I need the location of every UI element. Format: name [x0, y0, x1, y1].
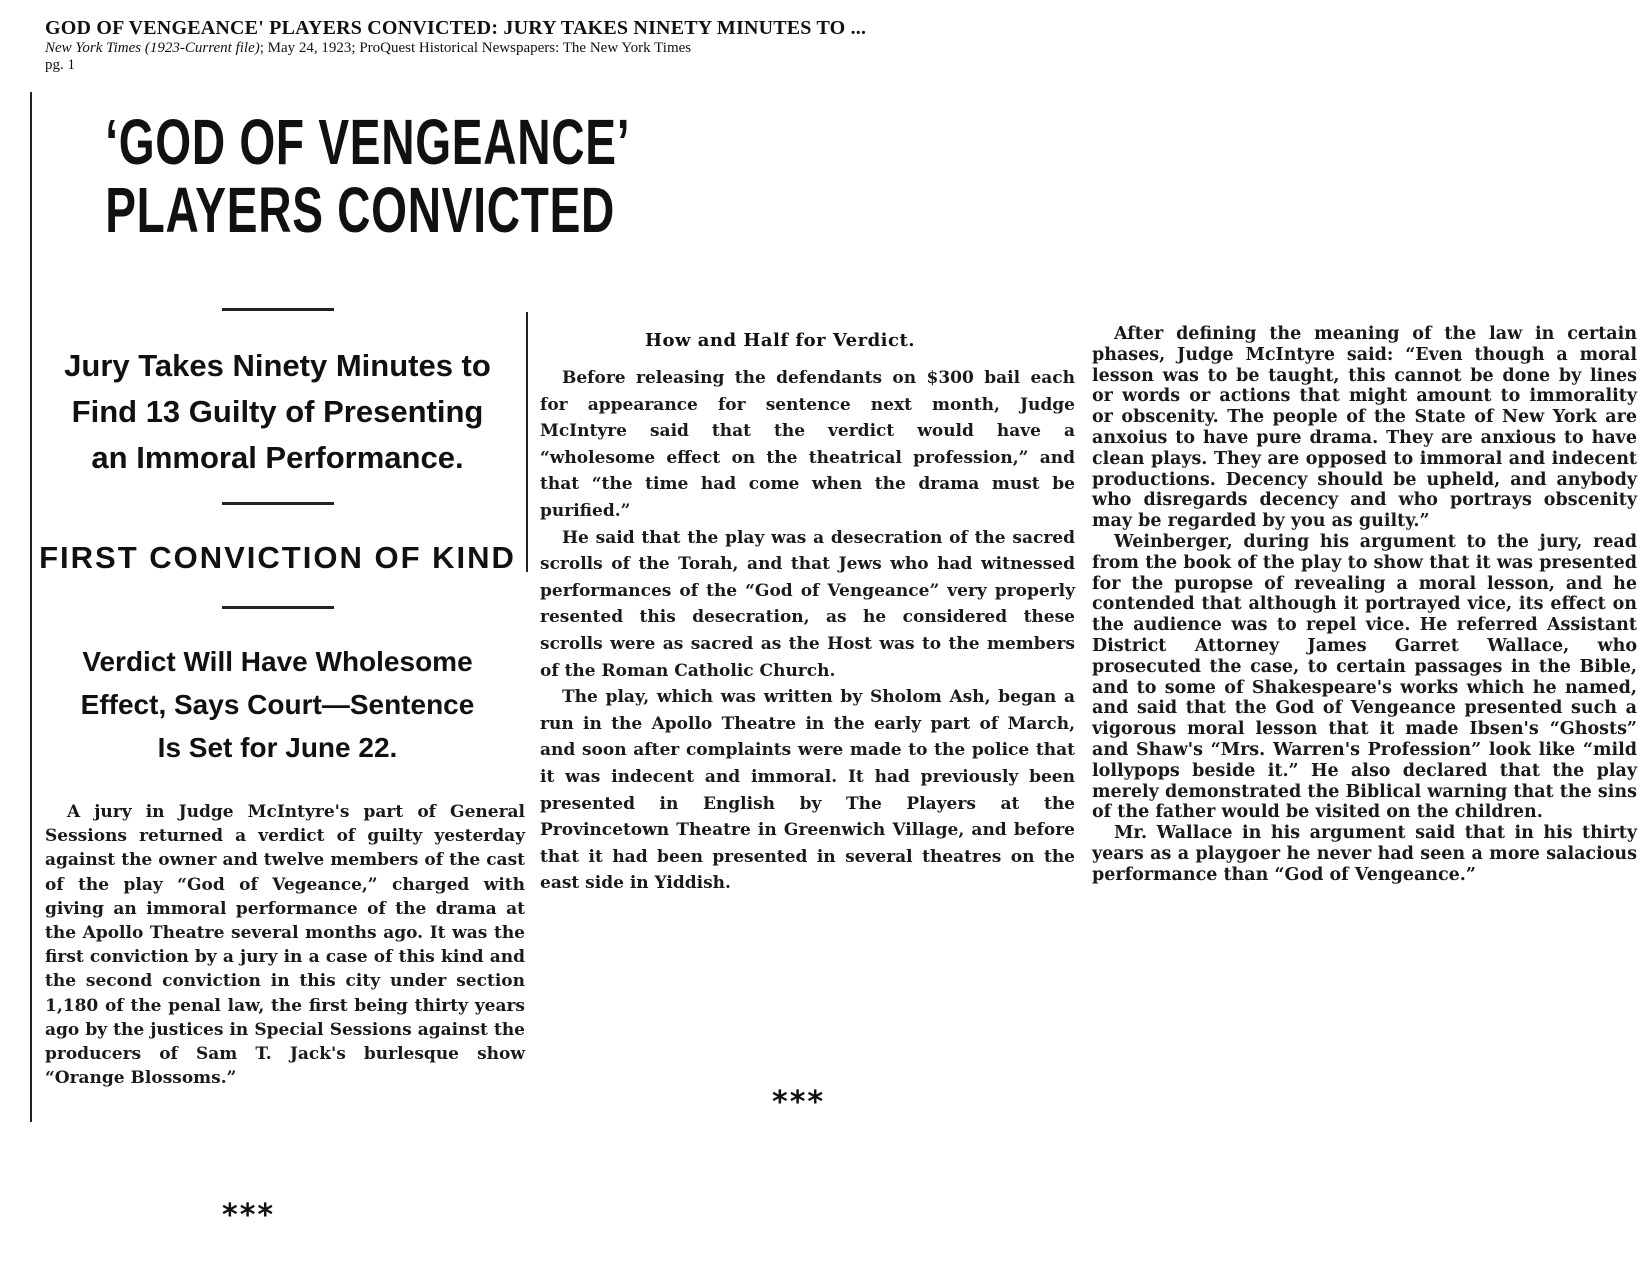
citation-publication: New York Times (1923-Current file)	[45, 40, 260, 56]
article-paragraph: Mr. Wallace in his argument said that in his thirty years as a playgoer he never had seen a more salacious performance than “God of Vengeance.”	[1092, 823, 1637, 885]
headline-line-2: PLAYERS CONVICTED	[105, 174, 616, 246]
article-column-3	[1092, 324, 1637, 886]
article-paragraph: Before releasing the defendants on $300 bail each for appearance for sentence next month, Judge McIntyre said that the verdict would have a “wholesome effect on the theatrical profession,” and that “the time had come when the drama must be purified.”	[540, 368, 1075, 521]
deck3-line: Effect, Says Court—Sentence	[80, 689, 475, 720]
deck3-line: Is Set for June 22.	[157, 732, 398, 763]
section-separator-stars: ***	[772, 1085, 826, 1120]
article-paragraph: He said that the play was a desecration of the sacred scrolls of the Torah, and that Jews who had witnessed performances of the “God of Vengeance” very properly resented this desecration, as he considered these scrolls were as sacred as the Host was to the members of the Roman Catholic Church.	[540, 527, 1075, 681]
headline-divider	[222, 308, 334, 311]
headline-line-1: ‘GOD OF VENGEANCE’	[105, 106, 631, 178]
citation-source	[45, 40, 1045, 57]
citation-page: pg. 1	[45, 57, 75, 73]
column-rule-left	[30, 92, 32, 1122]
deck-verdict-wholesome	[35, 640, 520, 769]
article-paragraph: A jury in Judge McIntyre's part of General Sessions returned a verdict of guilty yesterday against the owner and twelve members of the cast of the play “God of Vegeance,” charged with giving an immoral performance of the drama at the Apollo Theatre several months ago. It was the first conviction by a jury in a case of this kind and the second conviction in this city under section 1,180 of the penal law, the first being thirty years ago by the justices in Special Sessions against the producers of Sam T. Jack's burlesque show “Orange Blossoms.”	[45, 802, 525, 1089]
citation-header	[45, 16, 1045, 74]
deck1-line: an Immoral Performance.	[91, 440, 464, 475]
article-column-1	[45, 800, 525, 1090]
article-paragraph: Weinberger, during his argument to the jury, read from the book of the play to show that it was presented for the puropse of revealing a moral lesson, and he contended that although it portrayed vice, its effect on the audience was to repel vice. He referred Assistant District Attorney James Garret Wallace, who prosecuted the case, to certain passages in the Bible, and to some of Shakespeare's works which he named, and said that the God of Vengeance presented such a vigorous moral lesson that it made Ibsen's “Ghosts” and Shaw's “Mrs. Warren's Profession” look like “mild lollypops beside it.” He also declared that the play merely demonstrated the Biblical warning that the sins of the father would be visited on the children.	[1092, 531, 1637, 823]
section-separator-stars: ***	[222, 1198, 276, 1233]
article-paragraph: The play, which was written by Sholom Ash, began a run in the Apollo Theatre in the early part of March, and soon after complaints were made to the police that it was indecent and immoral. It had previously been presented in English by The Players at the Provincetown Theatre in Greenwich Village, and before that it had been presented in several theatres on the east side in Yiddish.	[540, 687, 1075, 894]
deck1-line: Jury Takes Ninety Minutes to	[64, 348, 491, 383]
deck2-divider	[222, 606, 334, 609]
article-paragraph: After defining the meaning of the law in certain phases, Judge McIntyre said: “Even though a moral lesson was to be taught, this cannot be done by lines or words or actions that might amount to immorality or obscenity. The people of the State of New York are anxoius to have pure drama. They are anxious to have clean plays. They are opposed to immoral and indecent productions. Decency should be upheld, and anybody who disregards decency and who portrays obscenity may be regarded by you as guilty.”	[1092, 324, 1637, 532]
citation-details: ; May 24, 1923; ProQuest Historical Newspapers: The New York Times	[259, 40, 692, 56]
column-rule-middle	[526, 312, 528, 572]
deck-jury-takes-ninety-minutes	[35, 343, 520, 481]
citation-title: GOD OF VENGEANCE' PLAYERS CONVICTED: JURY TAKES NINETY MINUTES TO ...	[45, 17, 867, 39]
headline	[38, 106, 631, 246]
article-column-2	[540, 365, 1075, 897]
deck1-divider	[222, 502, 334, 505]
column2-subhead: How and Half for Verdict.	[644, 330, 916, 351]
deck1-line: Find 13 Guilty of Presenting	[71, 394, 484, 429]
deck-first-conviction: FIRST CONVICTION OF KIND	[39, 540, 516, 575]
deck3-line: Verdict Will Have Wholesome	[82, 646, 473, 677]
